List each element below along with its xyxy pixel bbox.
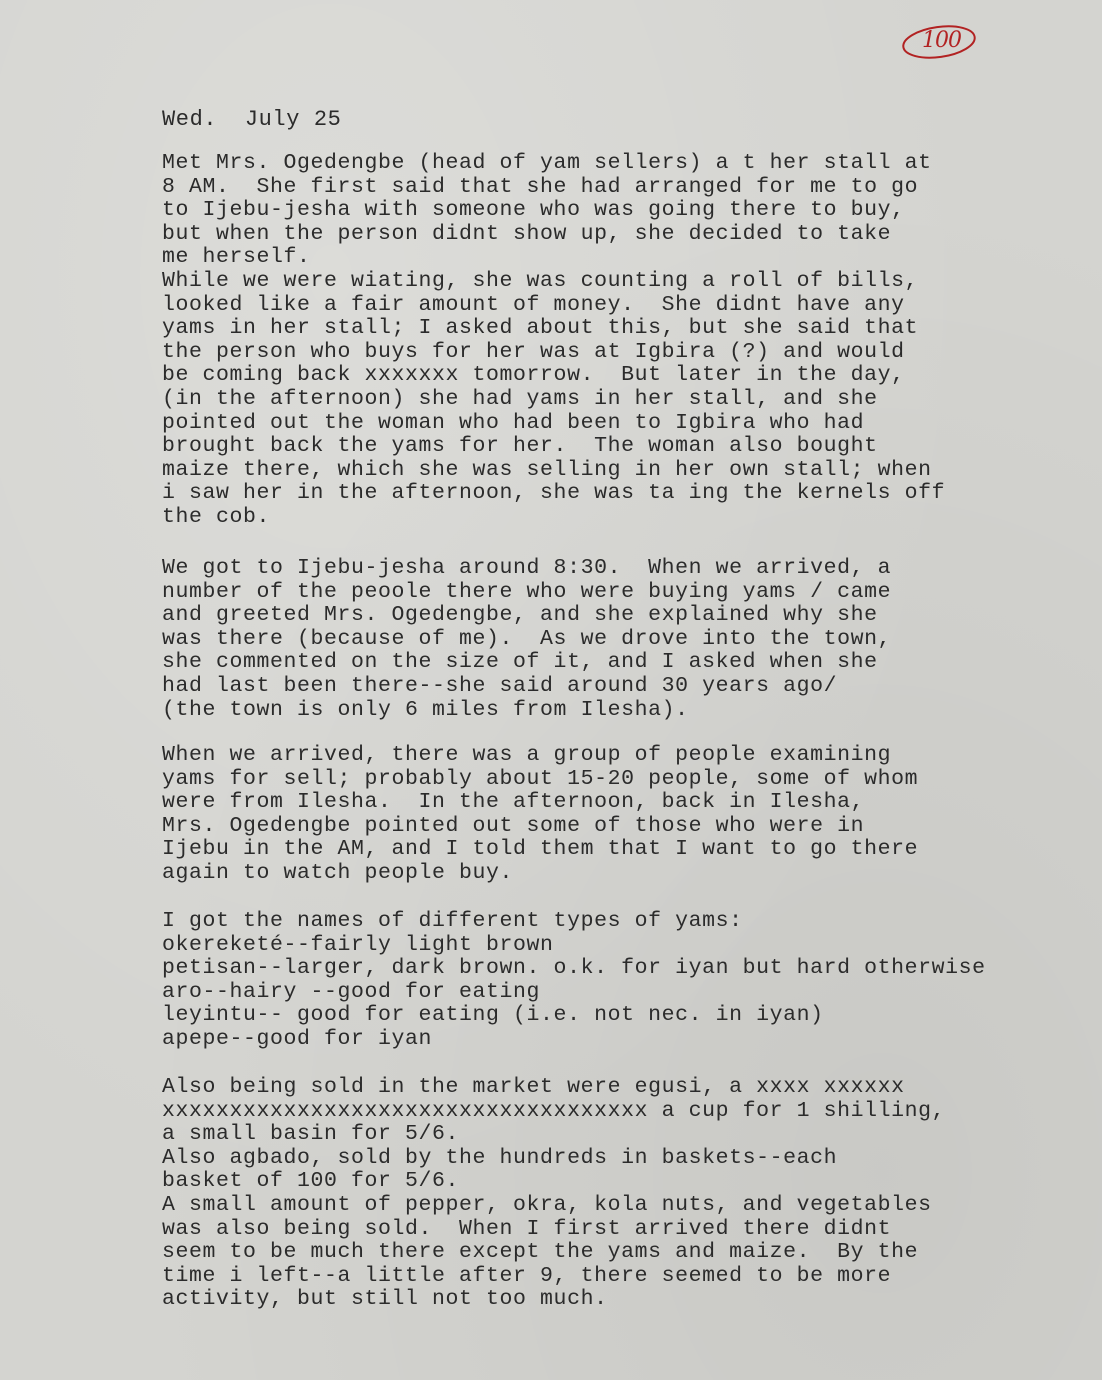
text-line: number of the peoole there who were buying yams / came	[162, 579, 892, 604]
text-line: We got to Ijebu-jesha around 8:30. When we arrived, a	[162, 556, 892, 580]
list-item: aro--hairy --good for eating	[162, 979, 541, 1004]
list-item: apepe--good for iyan	[162, 1026, 433, 1051]
text-line: 8 AM. She first said that she had arranged for me to go	[162, 174, 919, 199]
paragraph-1	[162, 152, 945, 530]
text-line: xxxxxxxxxxxxxxxxxxxxxxxxxxxxxxxxxxxx a cup for 1 shilling,	[162, 1098, 946, 1123]
text-line: the person who buys for her was at Igbira (?) and would	[162, 339, 905, 364]
text-line: basket of 100 for 5/6.	[162, 1169, 460, 1194]
text-line: time i left--a little after 9, there seemed to be more	[162, 1263, 892, 1288]
text-line: While we were wiating, she was counting a roll of bills,	[162, 268, 919, 293]
text-line: Met Mrs. Ogedengbe (head of yam sellers) a t her stall at	[162, 151, 932, 175]
text-line: brought back the yams for her. The woman also bought	[162, 434, 878, 459]
text-line: to Ijebu-jesha with someone who was going there to buy,	[162, 198, 905, 223]
text-line: Also being sold in the market were egusi, a xxxx xxxxxx	[162, 1075, 905, 1099]
text-line: activity, but still not too much.	[162, 1287, 608, 1312]
page-number-stamp	[900, 22, 976, 60]
text-line: had last been there--she said around 30 years ago/	[162, 673, 838, 698]
text-line: was also being sold. When I first arrived there didnt	[162, 1216, 892, 1241]
text-line: but when the person didnt show up, she decided to take	[162, 221, 892, 246]
text-line: I got the names of different types of yams:	[162, 909, 743, 933]
text-line: seem to be much there except the yams and maize. By the	[162, 1240, 919, 1265]
paragraph-2	[162, 557, 891, 722]
text-line: the cob.	[162, 504, 271, 529]
text-line: (the town is only 6 miles from Ilesha).	[162, 697, 689, 722]
paragraph-5	[162, 1076, 945, 1312]
text-line: Ijebu in the AM, and I told them that I want to go there	[162, 837, 919, 862]
text-line: looked like a fair amount of money. She didnt have any	[162, 292, 905, 317]
list-item: petisan--larger, dark brown. o.k. for iyan but hard otherwise	[162, 956, 986, 981]
text-line: again to watch people buy.	[162, 860, 514, 885]
text-line: When we arrived, there was a group of people examining	[162, 743, 892, 767]
text-line: yams in her stall; I asked about this, but she said that	[162, 316, 919, 341]
text-line: Also agbado, sold by the hundreds in baskets--each	[162, 1145, 838, 1170]
text-line: were from Ilesha. In the afternoon, back in Ilesha,	[162, 790, 865, 815]
text-line: Mrs. Ogedengbe pointed out some of those who were in	[162, 813, 865, 838]
text-line: she commented on the size of it, and I asked when she	[162, 650, 878, 675]
list-item: leyintu-- good for eating (i.e. not nec. in iyan)	[162, 1003, 824, 1028]
yam-types-list	[162, 910, 986, 1052]
text-line: me herself.	[162, 245, 311, 270]
text-line: was there (because of me). As we drove into the town,	[162, 626, 892, 651]
text-line: i saw her in the afternoon, she was ta ing the kernels off	[162, 481, 946, 506]
page-number: 100	[922, 28, 961, 53]
date-heading	[162, 108, 341, 132]
text-line: A small amount of pepper, okra, kola nuts, and vegetables	[162, 1192, 932, 1217]
date-line: Wed. July 25	[162, 107, 342, 132]
text-line: a small basin for 5/6.	[162, 1122, 460, 1147]
text-line: be coming back xxxxxxx tomorrow. But later in the day,	[162, 363, 905, 388]
text-line: and greeted Mrs. Ogedengbe, and she explained why she	[162, 603, 878, 628]
list-item: okereketé--fairly light brown	[162, 932, 554, 957]
text-line: (in the afternoon) she had yams in her stall, and she	[162, 386, 878, 411]
text-line: pointed out the woman who had been to Igbira who had	[162, 410, 865, 435]
paragraph-3	[162, 744, 918, 886]
text-line: yams for sell; probably about 15-20 people, some of whom	[162, 766, 919, 791]
text-line: maize there, which she was selling in her own stall; when	[162, 457, 932, 482]
